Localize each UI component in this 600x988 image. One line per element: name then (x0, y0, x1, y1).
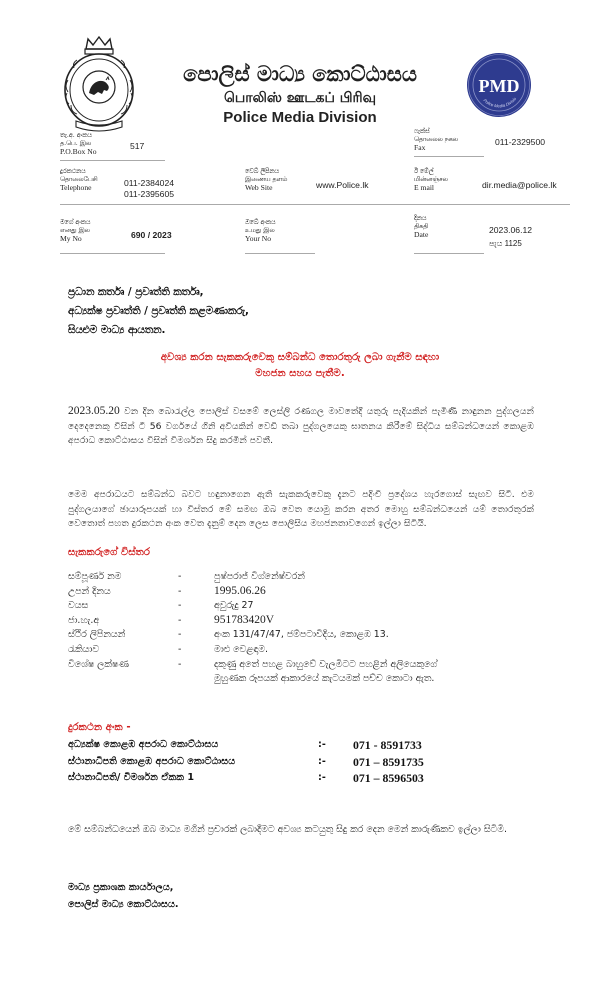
sri-lanka-police-emblem (58, 35, 140, 133)
detail-value: 951783420V (214, 613, 275, 626)
contact-row (68, 754, 538, 771)
pobox-label: තැ.අ. අංකය த.பெ. இல P.O.Box No (60, 132, 97, 157)
email-label: ඊ මේල් மின்னஞ்சல E mail (414, 168, 448, 193)
suspect-detail-row (68, 599, 538, 614)
subject: අවශ්‍ය කරන සැකකරුවෙකු සම්බන්ධ තොරතුරු ලබා ගැනීම සඳහා මහජන සහය පැතීම. (160, 352, 440, 379)
pmd-logo (466, 52, 532, 118)
contact-label: ස්ථානාධිපති කොළඹ අපරාධ කොට්ඨාසය (68, 755, 236, 767)
detail-value: මාළු වෙළඳාම. (214, 643, 268, 655)
pmd-logo-ring-text: Police Media Divisio (482, 96, 518, 109)
detail-separator: - (178, 629, 182, 641)
fax-value: 011-2329500 (495, 137, 546, 147)
title-tamil: பொலிஸ் ஊடகப் பிரிவு (223, 90, 377, 106)
detail-label: විශේෂ ලක්ෂණ (68, 658, 129, 670)
contacts-heading: දුරකථන අංක - (68, 722, 131, 733)
detail-label: වයස (68, 600, 89, 612)
suspect-detail-row (68, 585, 538, 600)
pobox-value: 517 (130, 141, 145, 151)
detail-value-cont: මුහුණක රූපයක් ආකාරයේ කැටයමක් පච්ච කොටා ඇත. (214, 672, 435, 684)
contact-label: ස්ථානාධිපති/ විමර්ශන ඒකක 1 (68, 772, 195, 783)
suspect-detail-row (68, 658, 538, 686)
divider (60, 160, 165, 161)
detail-value: අවුරුදු 27 (214, 600, 254, 612)
contact-phone[interactable]: 071 – 8591735 (353, 754, 424, 769)
contacts-table (68, 737, 538, 787)
detail-value: පුෂ්පරාජ් විග්නේෂ්වරන් (214, 571, 305, 582)
divider (60, 253, 165, 254)
signature-line: පොලිස් මාධ්‍ය කොට්ඨාසය. (68, 899, 179, 910)
recipient-line: සියළුම මාධ්‍ය ආයතන. (68, 324, 166, 336)
signature-line: මාධ්‍ය ප්‍රකාශක කාර්යාලය, (68, 882, 174, 893)
contact-phone[interactable]: 071 – 8596503 (353, 771, 424, 785)
website-label: වෙබ් ලිපිනය இணைய தளம் Web Site (245, 168, 288, 193)
suspect-details-heading: සැකකරුගේ විස්තර (68, 547, 151, 558)
detail-value: අංක 131/47/47, ජම්පටාවීදිය, කොළඹ 13. (214, 629, 389, 641)
contact-label: අධ්‍යක්ෂ කොළඹ අපරාධ කොට්ඨාසය (68, 739, 219, 750)
email-value[interactable]: dir.media@police.lk (482, 180, 557, 190)
contact-phone[interactable]: 071 - 8591733 (353, 738, 422, 752)
fax-label: ෆැක්ස් தொலைல நகல Fax (414, 128, 459, 153)
contact-row (68, 737, 538, 754)
website-value[interactable]: www.Police.lk (316, 180, 369, 190)
suspect-detail-row (68, 570, 538, 585)
detail-label: ස්ථිර ලිපිනයන් (68, 629, 126, 641)
telephone-label: දුරකථනය தொலைபேசி Telephone (60, 168, 98, 193)
recipients-block (68, 283, 249, 340)
detail-separator: - (178, 571, 182, 582)
my-no-label: මගේ අංකය எனது இல My No (60, 219, 91, 244)
detail-label: සම්පූර්ණ නම (68, 571, 122, 582)
contact-row (68, 770, 538, 787)
detail-separator: - (178, 585, 182, 597)
date-label: දිනය திகதி Date (414, 215, 429, 240)
contact-separator: :- (318, 772, 326, 783)
suspect-detail-row (68, 643, 538, 658)
suspect-detail-row (68, 614, 538, 629)
recipient-line: ප්‍රධාන කර්තෘ / ප්‍රවෘත්ති කර්තෘ, (68, 286, 204, 298)
your-no-label: ඔබේ අංකය உமது இல Your No (245, 219, 276, 244)
closing-paragraph: මේ සම්බන්ධයෙන් ඔබ මාධ්‍ය මගින් ප්‍රචාරක් ලබාදීමට අවශ්‍ය කටයුතු සිදු කර දෙන මෙන් කාරුණිකව ඉල්ලා සිටිමි. (68, 824, 508, 835)
detail-separator: - (178, 658, 182, 670)
signature-block (68, 879, 178, 913)
divider (414, 156, 484, 157)
divider (245, 253, 315, 254)
page-time-value: පැය 1125 (489, 239, 522, 248)
paragraph-incident: 2023.05.20 වන දින බොරැල්ල පොලිස් වසමේ ලෙස්ලි රණගල මාවතේදී යතුරු පැදියකින් පැමිණි නාඳුනන පුද්ගලයන් දෙදෙනෙකු විසින් ටී 56 වර්ගයේ ගිනි අවියකින් වෙඩි තබා පුද්ගලයෙකු ඝාතනය කිරීමේ සිද්ධිය සම්බන්ධයෙන් කොළඹ අපරාධ කොට්ඨාසය විසින් විමර්ශන සිදු කරමින් පවතී. (68, 405, 534, 447)
contact-separator: :- (318, 739, 326, 750)
paragraph-request: මෙම අපරාධයට සම්බන්ධ බවට හඳුනාගෙන ඇති සැකකරුවෙකු දැනට පදිංචි ප්‍රදේශය හැරගොස් සැඟව සිටී. එම පුද්ගලයාගේ ඡායාරූපයක් හා විස්තර මේ සමඟ ඔබ වෙත යොමු කරන අතර මොහු සම්බන්ධයෙන් යම් තොරතුරක් වෙතොත් පහත දුරකථන අංක වෙත දැනුම් දෙන ලෙස පොලිසිය මහජනතාවගෙන් ඉල්ලා සිටියි. (68, 489, 534, 530)
detail-separator: - (178, 600, 182, 612)
contact-separator: :- (318, 755, 326, 767)
detail-separator: - (178, 643, 182, 655)
telephone-value-1: 011-2384024 (124, 178, 175, 188)
suspect-details-table (68, 570, 538, 686)
detail-value: 1995.06.26 (214, 584, 266, 597)
title-english: Police Media Division (223, 109, 377, 126)
detail-label: උපන් දිනය (68, 585, 111, 597)
detail-label: රැකියාව (68, 643, 100, 655)
date-value: 2023.06.12 (489, 225, 533, 235)
my-no-value: 690 / 2023 (131, 230, 172, 240)
detail-label: ජා.හැ.අ (68, 614, 100, 626)
suspect-detail-row (68, 628, 538, 643)
detail-separator: - (178, 614, 182, 626)
pmd-logo-text: PMD (478, 76, 520, 96)
divider (60, 204, 570, 205)
recipient-line: අධ්‍යක්ෂ ප්‍රවෘත්ති / ප්‍රවෘත්ති කළමණාකරු, (68, 305, 249, 317)
detail-value: දකුණු අතේ පහළ බාහුවේ වැලමිටට පහළින් අලියෙකුගේ (214, 658, 438, 670)
telephone-value-2: 011-2395605 (124, 189, 175, 199)
divider (414, 253, 484, 254)
title-sinhala: පොලිස් මාධ්‍ය කොට්ඨාසය (183, 62, 417, 86)
incident-date: 2023.05.20 (68, 405, 120, 417)
